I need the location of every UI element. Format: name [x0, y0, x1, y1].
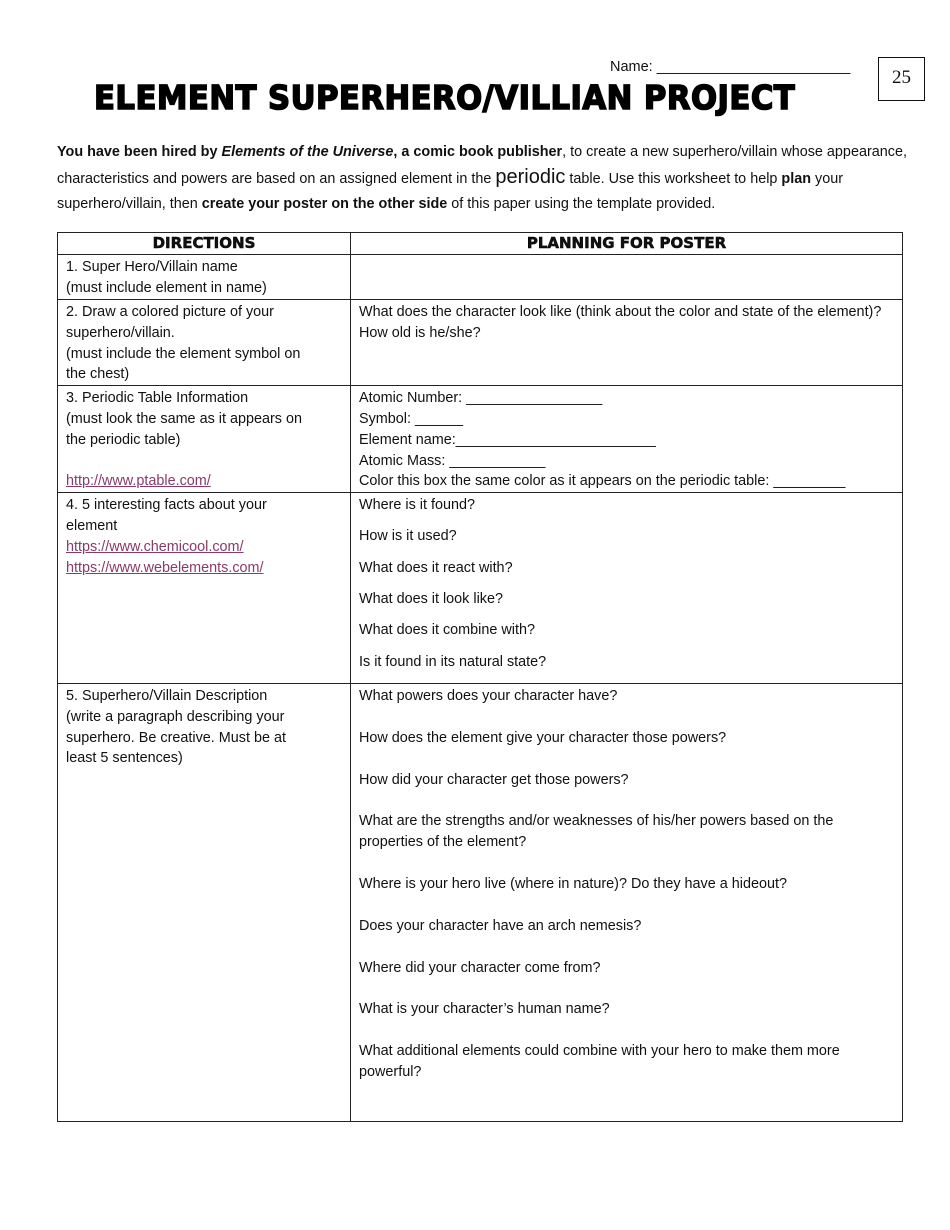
table-row: [58, 683, 903, 1121]
table-row: [58, 255, 903, 300]
row1-planning-answer[interactable]: [351, 255, 903, 300]
header-planning: PLANNING FOR POSTER: [351, 233, 903, 255]
row3-left-line: 3. Periodic Table Information: [66, 390, 249, 407]
row5-question: What powers does your character have?: [359, 687, 618, 704]
color-box-field[interactable]: Color this box the same color as it appears on the periodic table: _________: [359, 473, 846, 490]
row5-planning: [351, 683, 903, 1121]
row2-question: How old is he/she?: [359, 324, 481, 341]
row5-question: Does your character have an arch nemesis?: [359, 917, 642, 934]
row4-question: What does it combine with?: [359, 622, 535, 639]
webelements-link[interactable]: https://www.webelements.com/: [66, 559, 264, 576]
intro-bold-1: You have been hired by: [57, 144, 222, 160]
row1-left-line: (must include element in name): [66, 279, 267, 296]
row5-question: What are the strengths and/or weaknesses of his/her powers based on the properties of the element?: [359, 813, 834, 851]
row2-left-line: (must include the element symbol on: [66, 345, 301, 362]
atomic-mass-field[interactable]: Atomic Mass: ____________: [359, 452, 546, 469]
row3-spacer: [66, 451, 344, 472]
row4-planning: [351, 493, 903, 684]
row5-question: How did your character get those powers?: [359, 771, 629, 788]
row1-left-line: 1. Super Hero/Villain name: [66, 259, 238, 275]
row2-left-line: 2. Draw a colored picture of your: [66, 304, 274, 320]
ptable-link[interactable]: http://www.ptable.com/: [66, 473, 211, 490]
symbol-field[interactable]: Symbol: ______: [359, 410, 464, 427]
row4-question: What does it look like?: [359, 591, 503, 608]
row5-question: What additional elements could combine with your hero to make them more powerful?: [359, 1043, 840, 1080]
intro-paragraph: [57, 140, 907, 217]
table-row: [58, 493, 903, 684]
intro-text-3: your superhero/villain, then: [57, 171, 843, 212]
row4-directions: [58, 493, 351, 684]
row4-question: What does it react with?: [359, 559, 513, 576]
row2-question: What does the character look like (think about the color and state of the element)?: [359, 304, 882, 320]
intro-bold-2: , a comic book publisher: [393, 144, 563, 160]
row3-directions: [58, 386, 351, 493]
row3-left-line: (must look the same as it appears on: [66, 410, 302, 427]
intro-plan: plan: [781, 171, 811, 187]
page-number-box: 25: [878, 57, 925, 101]
row5-question: What is your character’s human name?: [359, 1001, 610, 1018]
atomic-number-field[interactable]: Atomic Number: _________________: [359, 390, 603, 407]
table-row: [58, 386, 903, 493]
row1-directions: [58, 255, 351, 300]
intro-create: create your poster on the other side: [201, 196, 448, 212]
row3-left-line: the periodic table): [66, 431, 181, 448]
intro-text-2: table. Use this worksheet to help: [565, 171, 782, 187]
row5-question: Where did your character come from?: [359, 959, 601, 976]
row5-question: Where is your hero live (where in nature)? Do they have a hideout?: [359, 875, 787, 892]
name-field-label[interactable]: Name: ________________________: [610, 59, 851, 75]
row3-planning: [351, 386, 903, 493]
row5-question: How does the element give your character those powers?: [359, 729, 727, 746]
table-row: [58, 300, 903, 386]
row5-left-line: (write a paragraph describing your: [66, 708, 285, 725]
row5-left-line: superhero. Be creative. Must be at: [66, 729, 286, 746]
publisher-name: Elements of the Universe: [221, 144, 394, 160]
row4-left-line: element: [66, 517, 118, 534]
row2-planning: [351, 300, 903, 386]
intro-text-4: of this paper using the template provided.: [447, 196, 716, 212]
chemicool-link[interactable]: https://www.chemicool.com/: [66, 538, 244, 555]
planning-table: [57, 232, 903, 1122]
row5-left-line: 5. Superhero/Villain Description: [66, 687, 268, 704]
intro-text-1: , to create a new superhero/villain whose appearance, characteristics and powers are based on an assigned element in the: [57, 144, 907, 187]
row4-left-line: 4. 5 interesting facts about your: [66, 497, 267, 514]
element-name-field[interactable]: Element name:_________________________: [359, 431, 656, 448]
row4-question: Where is it found?: [359, 497, 475, 514]
row2-directions: [58, 300, 351, 386]
row5-directions: [58, 683, 351, 1121]
row5-left-line: least 5 sentences): [66, 750, 183, 767]
row4-question: How is it used?: [359, 528, 457, 545]
header-directions: DIRECTIONS: [58, 233, 351, 255]
page-title: ELEMENT SUPERHERO/VILLIAN PROJECT: [94, 78, 796, 117]
row2-left-line: the chest): [66, 366, 130, 383]
row2-left-line: superhero/villain.: [66, 324, 175, 341]
intro-periodic: periodic: [495, 166, 566, 188]
row4-question: Is it found in its natural state?: [359, 653, 547, 670]
